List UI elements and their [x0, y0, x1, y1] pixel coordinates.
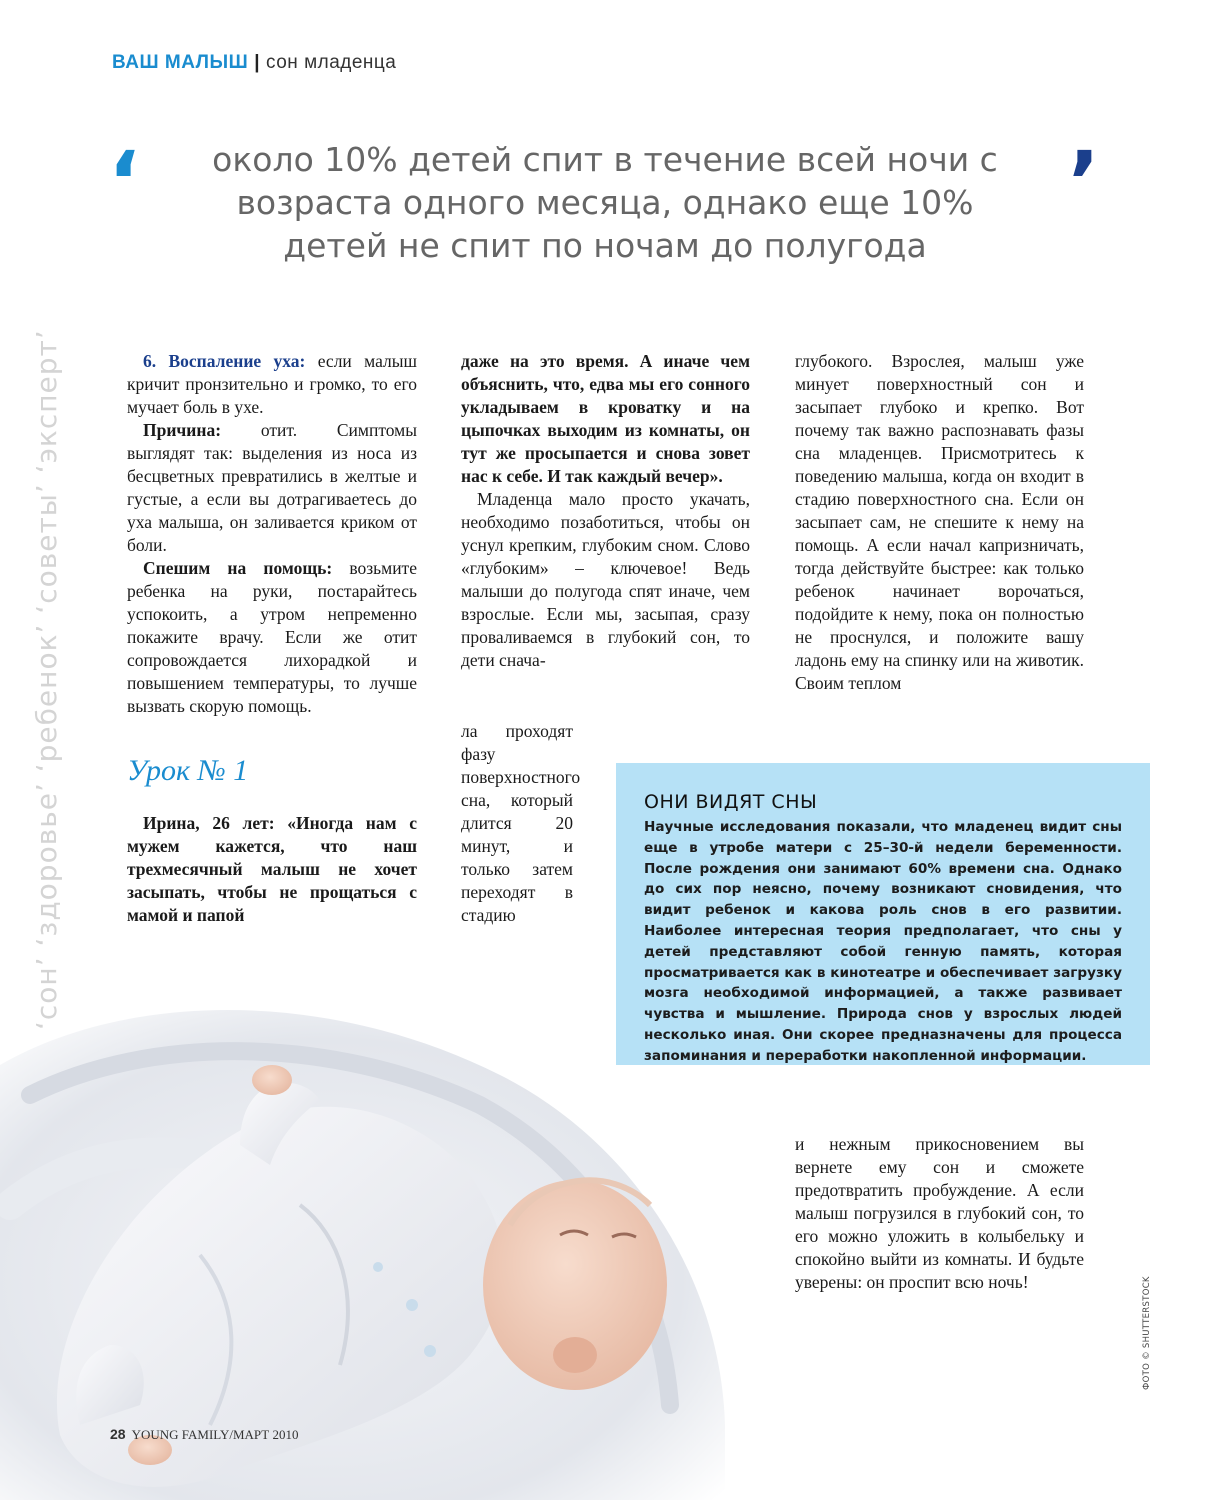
pull-quote-line: возраста одного месяца, однако еще 10% [236, 183, 974, 222]
paragraph [127, 557, 417, 718]
page-footer [110, 1426, 298, 1443]
column-2-narrow: ла проходят фазу поверхностного сна, который длится 20 минут, и только затем переходят в стадию [461, 721, 581, 925]
pull-quote [160, 138, 1050, 267]
paragraph-lead: Спешим на помощь: [143, 558, 333, 578]
quote-close-mark: ’ [1068, 133, 1100, 231]
column-3 [795, 350, 1084, 695]
paragraph [127, 350, 417, 419]
section-header [112, 52, 396, 74]
sidebar-title: ОНИ ВИДЯТ СНЫ [644, 791, 818, 813]
lesson-quote-text: Ирина, 26 лет: «Иногда нам с мужем кажется, что наш трехмесячный малыш не хочет засыпать, чтобы не прощаться с мамой и папой [127, 813, 417, 925]
lesson-quote [127, 812, 417, 927]
pull-quote-line: около 10% детей спит в течение всей ночи с [212, 140, 998, 179]
paragraph-lead: 6. Воспаление уха: [143, 351, 306, 371]
paragraph-text: отит. Симптомы выглядят так: выделения из носа из бесцветных превратились в желтые и густые, а если вы дотрагиваетесь до уха малыша, он заливается криком от боли. [127, 420, 417, 555]
quote-open-mark: ‘ [108, 133, 140, 231]
paragraph [127, 419, 417, 557]
paragraph-text: если малыш кричит пронзительно и громко, то его мучает боль в ухе. [127, 351, 417, 417]
section-subtitle: сон младенца [266, 52, 397, 73]
magazine-name: YOUNG FAMILY/МАРТ 2010 [131, 1427, 299, 1442]
paragraph: Младенца мало просто укачать, необходимо позаботиться, чтобы он уснул крепким, глубоким сном. Слово «глубоким» – ключевое! Ведь малыши до полугода спят иначе, чем взрослые. Если мы, засыпая, сразу проваливаемся в глубокий сон, то дети снача- [461, 489, 750, 670]
sidebar-text: Научные исследования показали, что младенец видит сны еще в утробе матери с 25–30-й недели беременности. После рождения они занимают 60% времени сна. Однако до сих пор неясно, почему возникают сновидения, что видит ребенок и какова роль снов в его развитии. Наиболее интересная теория предполагает, что сны у детей представляют собой генную память, которая просматривается как в кинотеатре и обеспечивает загрузку мозга необходимой информацией, а также развивает чувства и мышление. Природа снов у взрослых людей несколько иная. Они скорее предназначены для процесса запоминания и переработки накопленной информации. [644, 819, 1122, 1064]
column-1 [127, 350, 417, 718]
side-tags: ‘сон’ ‘здоровье’ ‘ребенок’ ‘советы’ ‘эксперт’ [30, 329, 63, 1030]
page-number: 28 [110, 1426, 126, 1442]
paragraph-lead: Причина: [143, 420, 222, 440]
pull-quote-line: детей не спит по ночам до полугода [283, 226, 927, 265]
bold-quote-continuation: даже на это время. А иначе чем объяснить, что, едва мы его сонного укладываем в кроватку и на цыпочках выходим из комнаты, он тут же просыпается и снова зовет нас к себе. И так каждый вечер». [461, 351, 750, 486]
paragraph: и нежным прикосновением вы вернете ему сон и сможете предотвратить пробуждение. А если малыш погрузился в глубокий сон, то его можно уложить в колыбельку и спокойно выйти из комнаты. И будьте уверены: он проспит всю ночь! [795, 1134, 1084, 1292]
column-3-end [795, 1133, 1084, 1294]
section-title: ВАШ МАЛЫШ [112, 52, 249, 73]
column-2 [461, 350, 750, 672]
paragraph: глубокого. Взрослея, малыш уже минует поверхностный сон и засыпает глубоко и крепко. Вот почему так важно распознавать фазы сна младенцев. Присмотритесь к поведению малыша, когда он входит в стадию поверхностного сна. Если он засыпает сам, не спешите к нему на помощь. А если начал капризничать, тогда действуйте быстрее: как только ребенок начинает ворочаться, подойдите к нему, пока он полностью не проснулся, и положите вашу ладонь ему на спинку или на животик. Своим теплом [795, 351, 1084, 693]
lesson-title: Урок № 1 [127, 754, 249, 787]
header-separator: | [254, 52, 261, 73]
photo-credit: ФОТО © SHUTTERSTOCK [1142, 1276, 1152, 1390]
paragraph-text: возьмите ребенка на руки, постарайтесь успокоить, а утром непременно покажите врачу. Если же отит сопровождается лихорадкой и повышением температуры, то лучше вызвать скорую помощь. [127, 558, 417, 716]
